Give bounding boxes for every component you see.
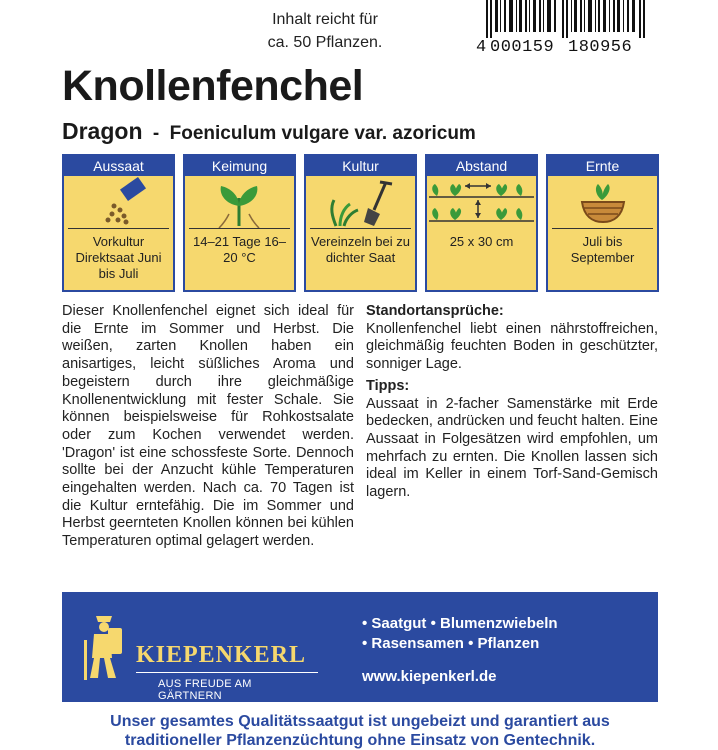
card-ernte-text: Juli bis September [570, 234, 635, 265]
standort-heading: Standortansprüche: [366, 303, 504, 319]
features-line2: • Rasensamen • Pflanzen [362, 635, 540, 652]
seedling-icon [185, 176, 294, 228]
barcode-group-2: 180956 [568, 38, 633, 57]
card-ernte-label: Ernte [548, 156, 657, 176]
barcode [476, 0, 656, 62]
tipps-text: Aussaat in 2-facher Samenstärke mit Erde bedecken, andrücken und feucht halten. Eine Aussaat in Folgesätzen wird empfohlen, um mehrfach zu ernten. Die Knollen lassen sich ideal im Keller in einem Torf-Sand-Gemisch lagern. [366, 395, 658, 501]
card-keimung [183, 154, 296, 292]
brand-logo [76, 606, 307, 702]
tipps-heading: Tipps: [366, 377, 410, 394]
card-kultur-label: Kultur [306, 156, 415, 176]
latin-name: Foeniculum vulgare var. azoricum [169, 123, 476, 144]
spade-icon [306, 176, 415, 228]
card-ernte-divider [552, 228, 653, 229]
quality-statement [62, 712, 658, 750]
subtitle-separator: - [152, 123, 160, 144]
card-keimung-label: Keimung [185, 156, 294, 176]
spacing-icon [427, 176, 536, 228]
brand-underline [136, 672, 318, 673]
content-note-line2: ca. 50 Pflanzen. [267, 34, 383, 51]
content-note-line1: Inhalt reicht für [272, 11, 378, 28]
card-ernte [546, 154, 659, 292]
card-keimung-divider [189, 228, 290, 229]
card-abstand-label: Abstand [427, 156, 536, 176]
product-title: Knollenfenchel [62, 62, 364, 110]
kiepenkerl-figure-icon [82, 612, 128, 682]
brand-name: KIEPENKERL [136, 642, 307, 668]
card-aussaat-label: Aussaat [64, 156, 173, 176]
card-abstand [425, 154, 538, 292]
brand-banner [62, 592, 658, 702]
product-description: Dieser Knollenfenchel eignet sich ideal für die Ernte im Sommer und Herbst. Die weißen, zarten Knollen haben ein anisartiges, leicht süßliches Aroma und begeistern durch ihre gleichmäßige Knollenentwicklung mit fester Schale. Sie können beispielsweise für Rohkostsalate oder zum Kochen verwendet werden. 'Dragon' ist eine schossfeste Sorte. Dennoch sollte bei der Anzucht kühle Temperaturen eingehalten werden. Nach ca. 70 Tagen ist die Kultur erntefähig. Die im Sommer und Herbst geernteten Knollen können bei kühlen Temperaturen optimal gelagert werden. [62, 303, 354, 550]
features-line1: • Saatgut • Blumenzwiebeln [362, 615, 558, 632]
brand-tagline: AUS FREUDE AM GÄRTNERN [158, 678, 252, 702]
card-keimung-text: 14–21 Tage 16–20 °C [192, 234, 287, 265]
growing-info-cards [62, 154, 658, 292]
barcode-bars [476, 0, 656, 38]
card-aussaat-text: Vorkultur Direktsaat Juni bis Juli [75, 234, 162, 281]
quality-statement-line1: Unser gesamtes Qualitätssaatgut ist ungebeizt und garantiert aus [110, 713, 610, 730]
card-abstand-text: 25 x 30 cm [449, 234, 514, 249]
quality-statement-line2: traditioneller Pflanzenzüchtung ohne Einsatz von Gentechnik. [124, 732, 596, 749]
card-kultur [304, 154, 417, 292]
card-aussaat-divider [68, 228, 169, 229]
barcode-group-1: 000159 [490, 38, 555, 57]
brand-features [362, 614, 558, 654]
content-note [240, 8, 410, 54]
card-kultur-divider [310, 228, 411, 229]
card-aussaat [62, 154, 175, 292]
product-subtitle [62, 118, 476, 145]
growing-tips [366, 303, 658, 502]
standort-text: Knollenfenchel liebt einen nährstoffreichen, gleichmäßig feuchten Boden in geschützter, sonniger Lage. [366, 320, 658, 373]
barcode-prefix: 4 [476, 38, 487, 57]
card-kultur-text: Vereinzeln bei zu dichter Saat [310, 234, 410, 265]
seed-packet-icon [64, 176, 173, 228]
variety-name: Dragon [62, 118, 143, 144]
basket-icon [548, 176, 657, 228]
brand-website: www.kiepenkerl.de [362, 668, 497, 685]
